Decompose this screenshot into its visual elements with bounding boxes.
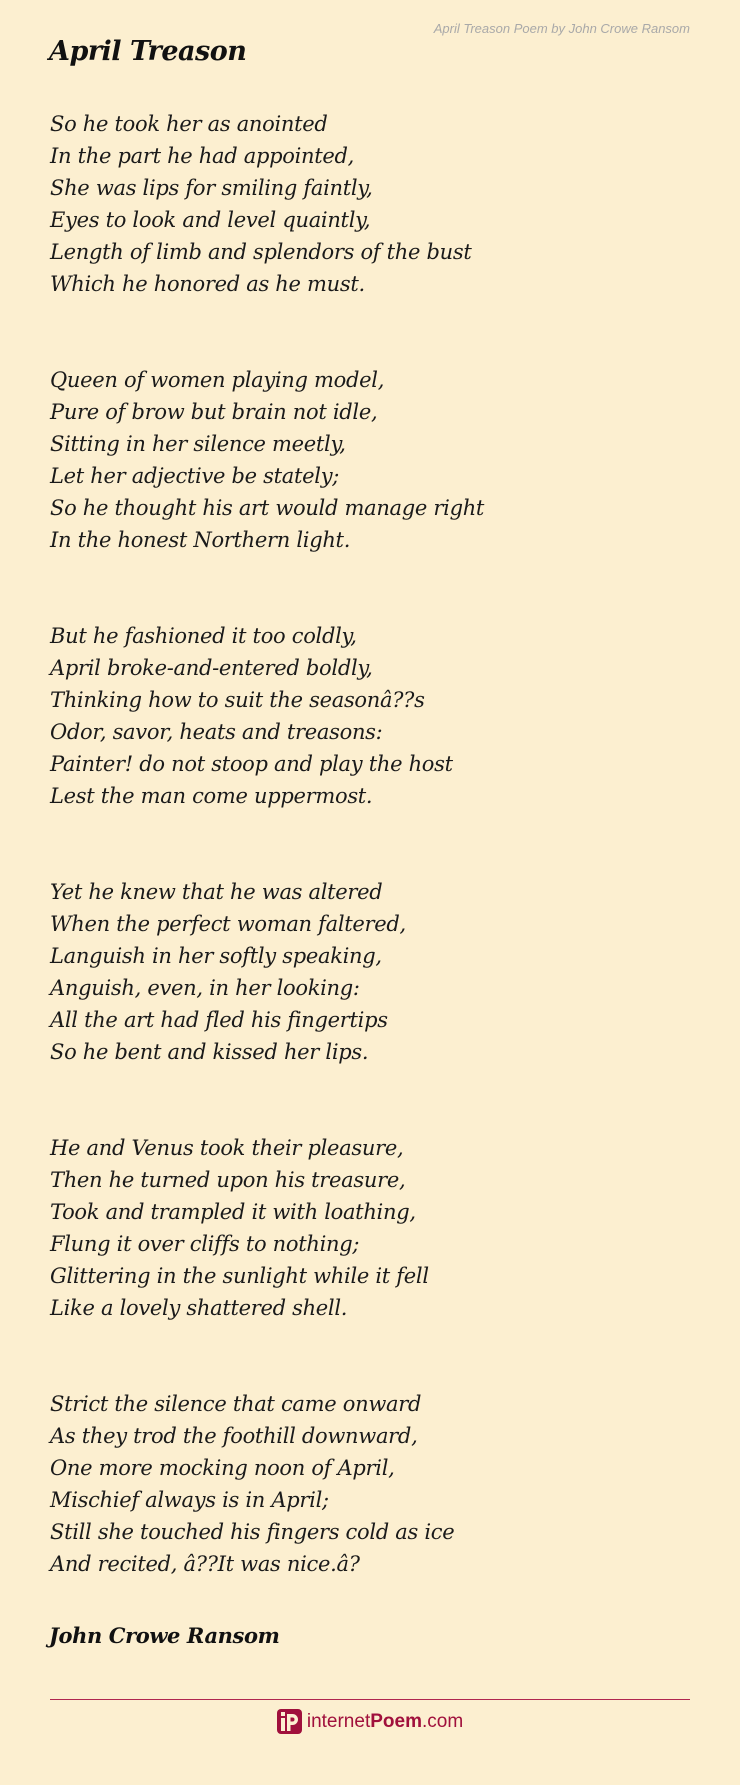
poem-line: When the perfect woman faltered, (50, 912, 406, 936)
poem-line: Odor, savor, heats and treasons: (50, 720, 383, 744)
poem-line: April broke-and-entered boldly, (50, 656, 373, 680)
poem-line: Which he honored as he must. (50, 272, 365, 296)
stanza (50, 876, 690, 1068)
poem-body (50, 108, 690, 1644)
poem-line: All the art had fled his fingertips (50, 1008, 388, 1032)
poem-line: So he thought his art would manage right (50, 496, 485, 520)
poem-line: In the honest Northern light. (50, 528, 351, 552)
poem-line: One more mocking noon of April, (50, 1456, 395, 1480)
footer-divider (50, 1699, 690, 1700)
poem-line: Eyes to look and level quaintly, (50, 208, 371, 232)
poem-line: Let her adjective be stately; (50, 464, 340, 488)
poem-line: Mischief always is in April; (50, 1488, 329, 1512)
footer-brand-link[interactable] (0, 1709, 740, 1734)
poem-line: In the part he had appointed, (50, 144, 355, 168)
poem-line: Sitting in her silence meetly, (50, 432, 346, 456)
poem-line: Languish in her softly speaking, (50, 944, 382, 968)
poem-line: Yet he knew that he was altered (50, 880, 383, 904)
brand-bold: Poem (370, 1710, 422, 1732)
poem-line: Thinking how to suit the seasonâ??s (50, 688, 425, 712)
poem-line: She was lips for smiling faintly, (50, 176, 373, 200)
poem-line: Lest the man come uppermost. (50, 784, 373, 808)
internetpoem-logo-icon (277, 1709, 302, 1734)
poem-line: And recited, â??It was nice.â? (50, 1552, 360, 1576)
poem-line: Painter! do not stoop and play the host (50, 752, 453, 776)
header-credit: April Treason Poem by John Crowe Ransom (433, 21, 690, 36)
poem-line: Then he turned upon his treasure, (50, 1168, 406, 1192)
poem-line: Like a lovely shattered shell. (50, 1296, 348, 1320)
poem-line: But he fashioned it too coldly, (50, 624, 357, 648)
brand-suffix: .com (421, 1710, 464, 1732)
poem-author: John Crowe Ransom (49, 1623, 280, 1648)
stanza (50, 620, 690, 812)
poem-line: Flung it over cliffs to nothing; (50, 1232, 360, 1256)
footer-brand-text (307, 1711, 463, 1733)
poem-line: So he bent and kissed her lips. (50, 1040, 369, 1064)
poem-line: So he took her as anointed (50, 112, 328, 136)
poem-line: Length of limb and splendors of the bust (50, 240, 472, 264)
stanza (50, 1388, 690, 1580)
stanza (50, 108, 690, 300)
poem-line: As they trod the foothill downward, (50, 1424, 418, 1448)
poem-line: Anguish, even, in her looking: (50, 976, 360, 1000)
poem-line: Glittering in the sunlight while it fell (50, 1264, 429, 1288)
stanza (50, 1132, 690, 1324)
poem-line: Queen of women playing model, (50, 368, 385, 392)
poem-line: Strict the silence that came onward (50, 1392, 422, 1416)
stanza (50, 364, 690, 556)
poem-line: Pure of brow but brain not idle, (50, 400, 378, 424)
poem-line: He and Venus took their pleasure, (50, 1136, 404, 1160)
poem-line: Took and trampled it with loathing, (50, 1200, 416, 1224)
poem-line: Still she touched his fingers cold as ice (50, 1520, 455, 1544)
poem-title: April Treason (49, 36, 247, 67)
brand-prefix: internet (306, 1710, 371, 1732)
